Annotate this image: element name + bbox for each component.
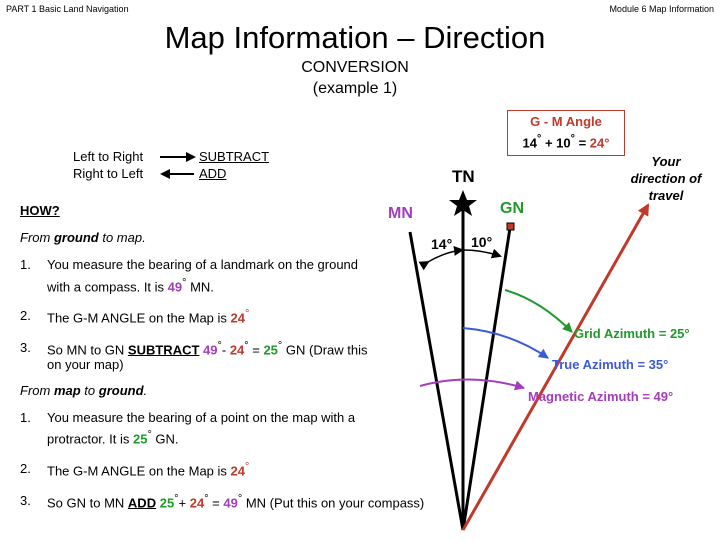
s1-step3-line2: on your map) (47, 357, 124, 372)
s2-step3-line1: So GN to MN ADD 25°+ 24° = 49° MN (Put this on your compass) (47, 493, 425, 511)
angle-arc-right (464, 250, 500, 256)
grid-azimuth-arc (505, 290, 572, 332)
gn-square-icon (507, 223, 514, 230)
angle-left-label: 14° (431, 236, 453, 252)
gm-angle-equation: 14° + 10° = 24° (522, 133, 610, 151)
tn-label: TN (452, 167, 475, 186)
s1-step1-line2: with a compass. It is 49° MN. (47, 277, 214, 295)
section1-heading: From ground to map. (20, 230, 146, 245)
angle-right-label: 10° (471, 234, 493, 250)
magnetic-azimuth-label: Magnetic Azimuth = 49° (528, 389, 674, 404)
subtitle-example: (example 1) (312, 80, 398, 97)
s2-step2-text: The G-M ANGLE on the Map is 24° (47, 461, 250, 479)
s1-step1-line1: You measure the bearing of a landmark on the ground (47, 257, 359, 272)
rule-add: ADD (199, 166, 227, 181)
gm-angle-title: G - M Angle (530, 114, 602, 129)
how-heading: HOW? (20, 203, 60, 218)
rule-left-to-right: Left to Right (73, 149, 144, 164)
s2-step3-num: 3. (20, 493, 31, 508)
s2-step2-num: 2. (20, 461, 31, 476)
mn-label: MN (388, 205, 413, 222)
true-azimuth-label: True Azimuth = 35° (552, 357, 669, 372)
s1-step3-line1: So MN to GN SUBTRACT 49°- 24° = 25° GN (Draw this (47, 340, 368, 358)
s2-step1-line2: protractor. It is 25° GN. (47, 429, 179, 447)
mn-line (410, 232, 463, 530)
rule-subtract: SUBTRACT (199, 149, 270, 164)
section2-heading: From map to ground. (20, 383, 148, 398)
page-title: Map Information – Direction (164, 20, 546, 55)
s1-step1-num: 1. (20, 257, 31, 272)
header-module-part: PART 1 Basic Land Navigation (6, 4, 129, 14)
grid-azimuth-label: Grid Azimuth = 25° (574, 326, 690, 341)
rule-right-to-left: Right to Left (73, 166, 144, 181)
s1-step2-text: The G-M ANGLE on the Map is 24° (47, 308, 250, 326)
s1-step3-num: 3. (20, 340, 31, 355)
s2-step1-line1: You measure the bearing of a point on the map with a (47, 410, 356, 425)
s1-step2-num: 2. (20, 308, 31, 323)
direction-of-travel-note: Your direction of travel (630, 154, 702, 203)
true-azimuth-arc (463, 328, 548, 358)
subtitle-conversion: CONVERSION (301, 59, 409, 76)
header-module-title: Module 6 Map Information (609, 4, 714, 14)
gn-label: GN (500, 200, 524, 217)
s2-step1-num: 1. (20, 410, 31, 425)
